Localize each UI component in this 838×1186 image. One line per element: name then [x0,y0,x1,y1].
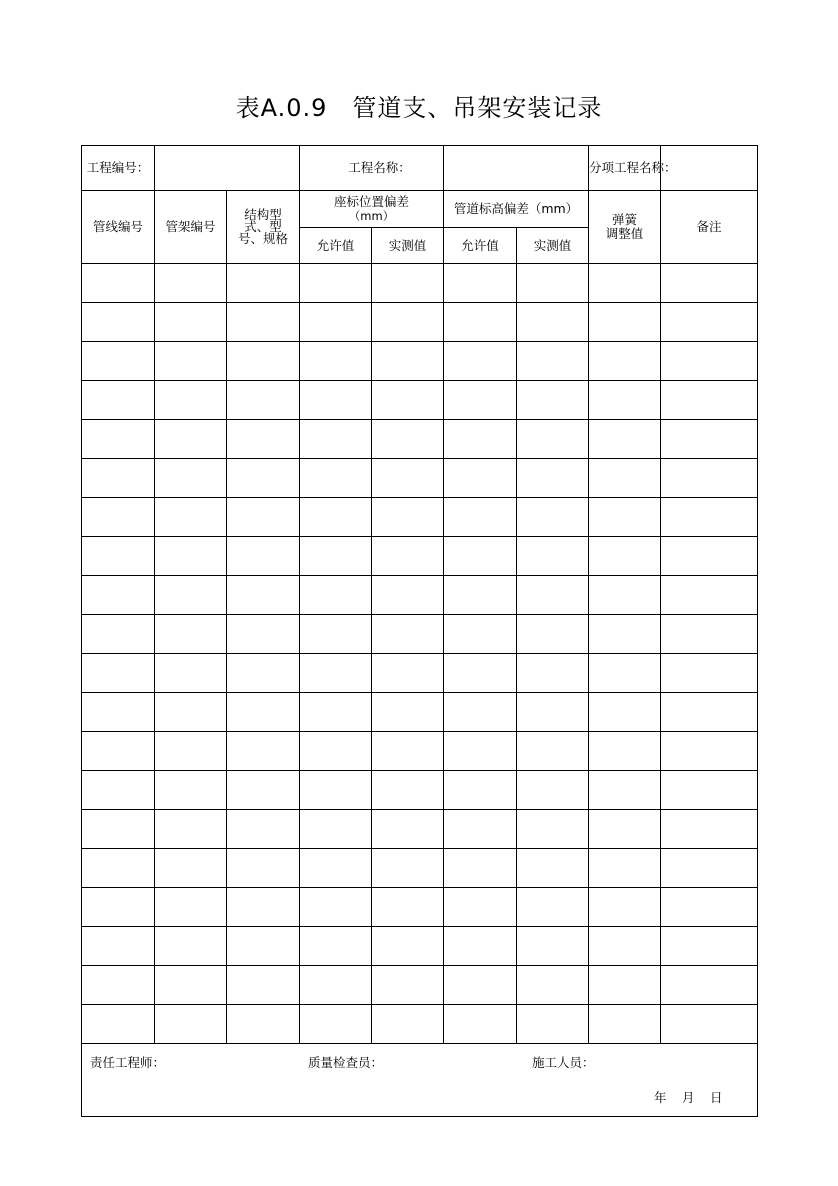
entry-cell[interactable] [444,732,517,771]
entry-cell[interactable] [661,693,758,732]
entry-cell[interactable] [300,615,372,654]
entry-cell[interactable] [155,615,227,654]
entry-cell[interactable] [300,264,372,303]
entry-cell[interactable] [300,381,372,420]
elevation-deviation-header: 管道标高偏差（mm） [444,191,589,228]
entry-cell[interactable] [589,342,661,381]
page-title: 表A.0.9 管道支、吊架安装记录 [235,94,603,122]
entry-cell[interactable] [589,459,661,498]
entry-cell[interactable] [661,810,758,849]
entry-cell[interactable] [517,966,589,1005]
entry-cell[interactable] [300,498,372,537]
entry-cell[interactable] [517,264,589,303]
entry-cell[interactable] [517,654,589,693]
entry-cell[interactable] [372,420,444,459]
pipeline-no-header: 管线编号 [82,191,155,264]
entry-cell[interactable] [300,849,372,888]
structure-header-line2: 式、型 [244,219,282,234]
entry-cell[interactable] [82,927,155,966]
entry-cell[interactable] [155,459,227,498]
entry-cell[interactable] [82,498,155,537]
entry-cell[interactable] [589,498,661,537]
entry-cell[interactable] [661,849,758,888]
entry-cell[interactable] [155,381,227,420]
entry-cell[interactable] [227,849,300,888]
entry-cell[interactable] [300,810,372,849]
entry-cell[interactable] [82,381,155,420]
spring-adjust-line2: 调整值 [605,226,644,241]
entry-cell[interactable] [444,537,517,576]
entry-cell[interactable] [444,810,517,849]
remarks-header: 备注 [661,191,758,264]
entry-cell[interactable] [227,927,300,966]
entry-cell[interactable] [300,771,372,810]
entry-cell[interactable] [300,576,372,615]
entry-cell[interactable] [661,966,758,1005]
entry-cell[interactable] [155,1005,227,1044]
table-row [82,1005,758,1044]
entry-cell[interactable] [444,459,517,498]
table-row [82,966,758,1005]
signature-cell [82,1044,758,1117]
entry-cell[interactable] [227,693,300,732]
entry-cell[interactable] [661,732,758,771]
entry-cell[interactable] [444,498,517,537]
entry-cell[interactable] [661,459,758,498]
entry-cell[interactable] [589,264,661,303]
table-row [82,576,758,615]
entry-cell[interactable] [227,771,300,810]
coord-deviation-header [300,191,444,228]
entry-cell[interactable] [589,732,661,771]
table-row [82,654,758,693]
entry-cell[interactable] [661,264,758,303]
entry-cell[interactable] [155,888,227,927]
entry-cell[interactable] [444,888,517,927]
entry-cell[interactable] [82,966,155,1005]
entry-cell[interactable] [227,654,300,693]
entry-cell[interactable] [155,498,227,537]
entry-cell[interactable] [300,654,372,693]
entry-cell[interactable] [227,303,300,342]
entry-cell[interactable] [82,303,155,342]
entry-cell[interactable] [517,342,589,381]
header-row-1 [82,191,758,228]
entry-cell[interactable] [300,732,372,771]
entry-cell[interactable] [227,888,300,927]
table-row [82,771,758,810]
elev-allowed-header: 允许值 [444,228,517,264]
worker-label: 施工人员： [532,1055,595,1070]
entry-cell[interactable] [517,810,589,849]
entry-cell[interactable] [82,849,155,888]
entry-cell[interactable] [372,537,444,576]
table-row [82,888,758,927]
elev-measured-header: 实测值 [517,228,589,264]
entry-cell[interactable] [517,693,589,732]
entry-cell[interactable] [300,888,372,927]
date-day: 日 [710,1090,723,1105]
entry-cell[interactable] [227,537,300,576]
entry-cell[interactable] [517,771,589,810]
entry-cell[interactable] [589,537,661,576]
date-month: 月 [682,1090,695,1105]
entry-cell[interactable] [227,576,300,615]
entry-cell[interactable] [661,303,758,342]
entry-cell[interactable] [517,537,589,576]
entry-cell[interactable] [661,888,758,927]
entry-cell[interactable] [372,1005,444,1044]
entry-cell[interactable] [589,576,661,615]
entry-cell[interactable] [589,420,661,459]
date-year: 年 [654,1090,667,1105]
entry-cell[interactable] [300,420,372,459]
entry-cell[interactable] [444,771,517,810]
entry-cell[interactable] [589,849,661,888]
entry-cell[interactable] [372,615,444,654]
entry-cell[interactable] [155,537,227,576]
entry-cell[interactable] [372,927,444,966]
entry-cell[interactable] [372,732,444,771]
engineer-label: 责任工程师： [90,1055,166,1070]
table-row [82,498,758,537]
entry-cell[interactable] [589,888,661,927]
entry-cell[interactable] [661,576,758,615]
entry-cell[interactable] [444,342,517,381]
entry-cell[interactable] [300,927,372,966]
table-row [82,381,758,420]
project-no-field[interactable] [155,146,300,191]
coord-deviation-line1: 座标位置偏差 [334,194,410,209]
entry-cell[interactable] [444,693,517,732]
entry-cell[interactable] [517,303,589,342]
entry-cell[interactable] [227,1005,300,1044]
entry-cell[interactable] [589,1005,661,1044]
entry-cell[interactable] [444,381,517,420]
coord-allowed-header: 允许值 [300,228,372,264]
entry-cell[interactable] [227,498,300,537]
installation-record-table [81,145,758,1117]
entry-cell[interactable] [372,342,444,381]
subproject-name-label: 分项工程名称： [589,146,661,191]
table-row [82,303,758,342]
entry-cell[interactable] [444,849,517,888]
table-row [82,849,758,888]
entry-cell[interactable] [227,810,300,849]
entry-cell[interactable] [227,420,300,459]
table-row [82,342,758,381]
entry-cell[interactable] [300,1005,372,1044]
table-row [82,927,758,966]
entry-cell[interactable] [661,537,758,576]
entry-cell[interactable] [82,459,155,498]
entry-cell[interactable] [300,693,372,732]
entry-cell[interactable] [82,1005,155,1044]
entry-cell[interactable] [517,927,589,966]
entry-cell[interactable] [661,1005,758,1044]
entry-cell[interactable] [155,810,227,849]
table-row [82,264,758,303]
entry-cell[interactable] [589,654,661,693]
entry-cell[interactable] [82,888,155,927]
spring-adjust-header [589,191,661,264]
entry-cell[interactable] [517,849,589,888]
entry-cell[interactable] [661,771,758,810]
entry-cell[interactable] [82,342,155,381]
entry-cell[interactable] [82,615,155,654]
table-row [82,810,758,849]
signature-row [82,1044,758,1117]
entry-cell[interactable] [227,264,300,303]
entry-cell[interactable] [82,576,155,615]
entry-cell[interactable] [155,732,227,771]
entry-cell[interactable] [444,1005,517,1044]
entry-cell[interactable] [372,498,444,537]
entry-cell[interactable] [444,927,517,966]
entry-cell[interactable] [155,576,227,615]
entry-cell[interactable] [589,927,661,966]
entry-cell[interactable] [227,615,300,654]
structure-header [227,191,300,264]
entry-cell[interactable] [372,693,444,732]
entry-cell[interactable] [155,303,227,342]
entry-cell[interactable] [155,342,227,381]
entry-cell[interactable] [444,303,517,342]
entry-cell[interactable] [82,732,155,771]
entry-cell[interactable] [661,615,758,654]
entry-cell[interactable] [589,615,661,654]
entry-cell[interactable] [372,771,444,810]
entry-cell[interactable] [82,771,155,810]
entry-cell[interactable] [155,420,227,459]
entry-cell[interactable] [155,264,227,303]
entry-cell[interactable] [372,303,444,342]
entry-cell[interactable] [517,498,589,537]
table-row [82,459,758,498]
table-row [82,615,758,654]
entry-cell[interactable] [589,810,661,849]
data-rows [82,264,758,1044]
entry-cell[interactable] [661,654,758,693]
entry-cell[interactable] [155,927,227,966]
entry-cell[interactable] [82,264,155,303]
entry-cell[interactable] [661,342,758,381]
entry-cell[interactable] [372,810,444,849]
spring-adjust-line1: 弹簧 [612,212,638,227]
support-no-header: 管架编号 [155,191,227,264]
project-no-label: 工程编号： [82,146,155,191]
entry-cell[interactable] [227,966,300,1005]
entry-cell[interactable] [300,459,372,498]
entry-cell[interactable] [372,654,444,693]
entry-cell[interactable] [300,303,372,342]
entry-cell[interactable] [661,498,758,537]
entry-cell[interactable] [300,537,372,576]
entry-cell[interactable] [517,381,589,420]
entry-cell[interactable] [589,771,661,810]
table-row [82,537,758,576]
entry-cell[interactable] [444,420,517,459]
entry-cell[interactable] [155,849,227,888]
entry-cell[interactable] [589,693,661,732]
project-name-field[interactable] [444,146,589,191]
entry-cell[interactable] [372,576,444,615]
entry-cell[interactable] [372,459,444,498]
entry-cell[interactable] [300,342,372,381]
project-info-row [82,146,758,191]
coord-deviation-line2: （mm） [348,209,395,223]
entry-cell[interactable] [661,927,758,966]
entry-cell[interactable] [444,615,517,654]
entry-cell[interactable] [82,810,155,849]
entry-cell[interactable] [227,459,300,498]
entry-cell[interactable] [372,966,444,1005]
entry-cell[interactable] [444,966,517,1005]
entry-cell[interactable] [372,264,444,303]
table-row [82,732,758,771]
table-row [82,420,758,459]
structure-header-line1: 结构型 [244,207,282,222]
entry-cell[interactable] [589,966,661,1005]
entry-cell[interactable] [372,888,444,927]
entry-cell[interactable] [155,966,227,1005]
inspector-label: 质量检查员： [308,1055,384,1070]
entry-cell[interactable] [82,537,155,576]
entry-cell[interactable] [82,654,155,693]
structure-header-line3: 号、规格 [237,231,288,246]
entry-cell[interactable] [372,849,444,888]
entry-cell[interactable] [227,381,300,420]
entry-cell[interactable] [444,576,517,615]
table-row [82,693,758,732]
entry-cell[interactable] [661,381,758,420]
entry-cell[interactable] [155,771,227,810]
entry-cell[interactable] [155,693,227,732]
entry-cell[interactable] [517,459,589,498]
entry-cell[interactable] [661,420,758,459]
entry-cell[interactable] [517,888,589,927]
project-name-label: 工程名称： [300,146,444,191]
entry-cell[interactable] [82,693,155,732]
entry-cell[interactable] [372,381,444,420]
entry-cell[interactable] [300,966,372,1005]
entry-cell[interactable] [517,576,589,615]
entry-cell[interactable] [517,420,589,459]
entry-cell[interactable] [227,342,300,381]
entry-cell[interactable] [444,264,517,303]
coord-measured-header: 实测值 [372,228,444,264]
entry-cell[interactable] [155,654,227,693]
entry-cell[interactable] [82,420,155,459]
entry-cell[interactable] [517,732,589,771]
entry-cell[interactable] [589,303,661,342]
entry-cell[interactable] [517,615,589,654]
entry-cell[interactable] [589,381,661,420]
entry-cell[interactable] [444,654,517,693]
entry-cell[interactable] [227,732,300,771]
entry-cell[interactable] [517,1005,589,1044]
